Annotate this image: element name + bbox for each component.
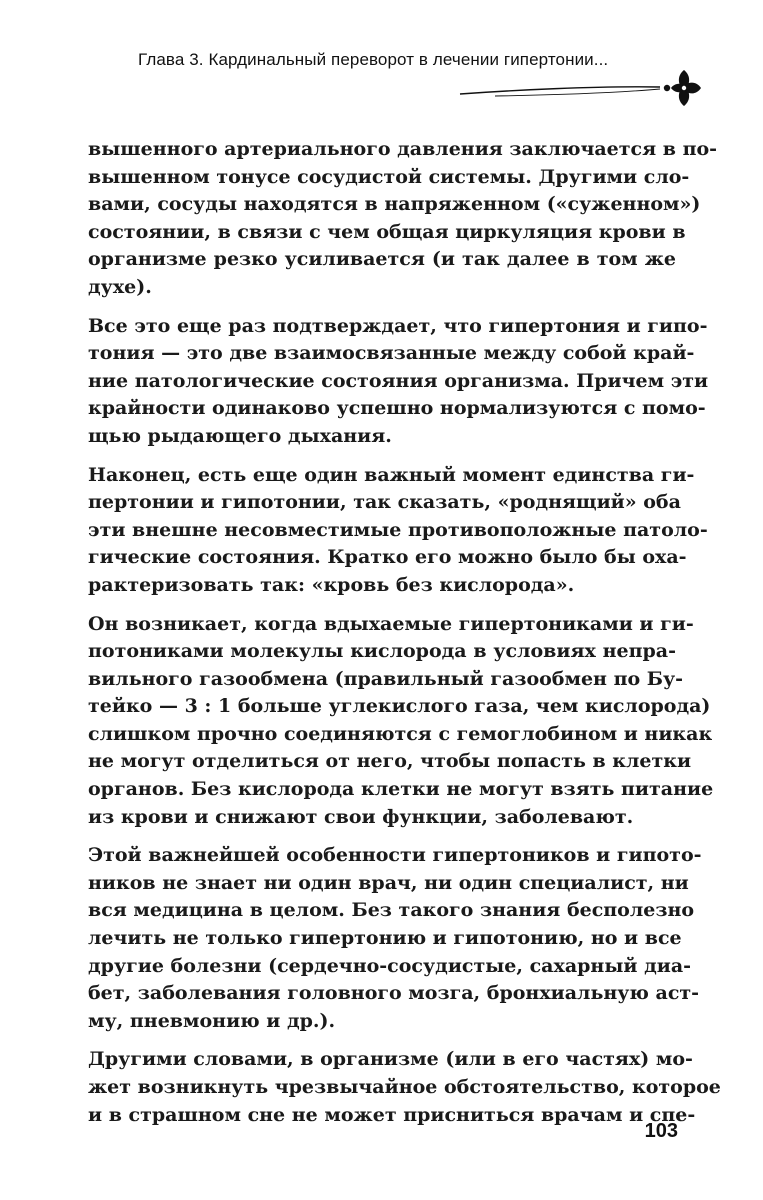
text-line: ников не знает ни один врач, ни один специалист, ни: [88, 871, 689, 894]
text-line: не могут отделиться от него, чтобы попасть в клетки: [88, 750, 692, 773]
text-line: ние патологические состояния организма. Причем эти: [88, 369, 709, 392]
text-line: вся медицина в целом. Без такого знания бесполезно: [88, 899, 695, 922]
running-head-title: Глава 3. Кардинальный переворот в лечении гипертонии...: [138, 50, 609, 69]
text-line: лечить не только гипертонию и гипотонию, но и все: [88, 927, 682, 950]
paragraph: [88, 1046, 721, 1129]
text-line: жет возникнуть чрезвычайное обстоятельство, которое: [88, 1076, 721, 1098]
text-line: другие болезни (сердечно-сосудистые, сахарный диа-: [88, 954, 692, 977]
text-line: бет, заболевания головного мозга, бронхиальную аст-: [88, 982, 700, 1005]
paragraph: [88, 842, 702, 1035]
text-line: рактеризовать так: «кровь без кислорода».: [88, 573, 575, 596]
paragraph: [88, 462, 708, 600]
text-line: Он возникает, когда вдыхаемые гипертониками и ги-: [88, 612, 694, 635]
text-line: крайности одинаково успешно нормализуются с помо-: [88, 397, 706, 420]
paragraph: [88, 313, 709, 451]
text-line: вышенном тонусе сосудистой системы. Другими сло-: [88, 165, 690, 188]
paragraph: [88, 611, 714, 832]
decorative-flourish-icon: [455, 66, 705, 110]
text-line: организме резко усиливается (и так далее в том же: [88, 248, 676, 271]
paragraph: [88, 136, 718, 302]
text-line: тейко — 3 : 1 больше углекислого газа, чем кислорода): [88, 695, 711, 718]
text-line: и в страшном сне не может присниться врачам и спе-: [88, 1103, 696, 1126]
text-line: слишком прочно соединяются с гемоглобином и никак: [88, 722, 713, 745]
text-line: духе).: [88, 275, 152, 298]
text-line: вышенного артериального давления заключается в по-: [88, 138, 718, 160]
text-line: му, пневмонию и др.).: [88, 1009, 336, 1032]
text-line: щью рыдающего дыхания.: [88, 424, 392, 447]
text-line: гические состояния. Кратко его можно было бы оха-: [88, 546, 687, 569]
text-line: вами, сосуды находятся в напряженном («суженном»): [88, 193, 701, 216]
text-line: состоянии, в связи с чем общая циркуляция крови в: [88, 220, 686, 243]
text-line: тония — это две взаимосвязанные между собой край-: [88, 342, 695, 365]
text-line: вильного газообмена (правильный газообмен по Бу-: [88, 667, 684, 690]
text-line: эти внешне несовместимые противоположные патоло-: [88, 518, 708, 541]
text-line: потониками молекулы кислорода в условиях непра-: [88, 640, 676, 663]
page-number: 103: [644, 1120, 678, 1142]
body-text: [88, 136, 721, 1140]
text-line: органов. Без кислорода клетки не могут взять питание: [88, 778, 714, 801]
text-line: из крови и снижают свои функции, заболевают.: [88, 805, 634, 828]
text-line: Этой важнейшей особенности гипертоников и гипото-: [88, 844, 702, 867]
text-line: Другими словами, в организме (или в его частях) мо-: [88, 1048, 693, 1071]
text-line: пертонии и гипотонии, так сказать, «роднящий» оба: [88, 491, 681, 514]
text-line: Все это еще раз подтверждает, что гипертония и гипо-: [88, 314, 708, 337]
text-line: Наконец, есть еще один важный момент единства ги-: [88, 463, 695, 486]
